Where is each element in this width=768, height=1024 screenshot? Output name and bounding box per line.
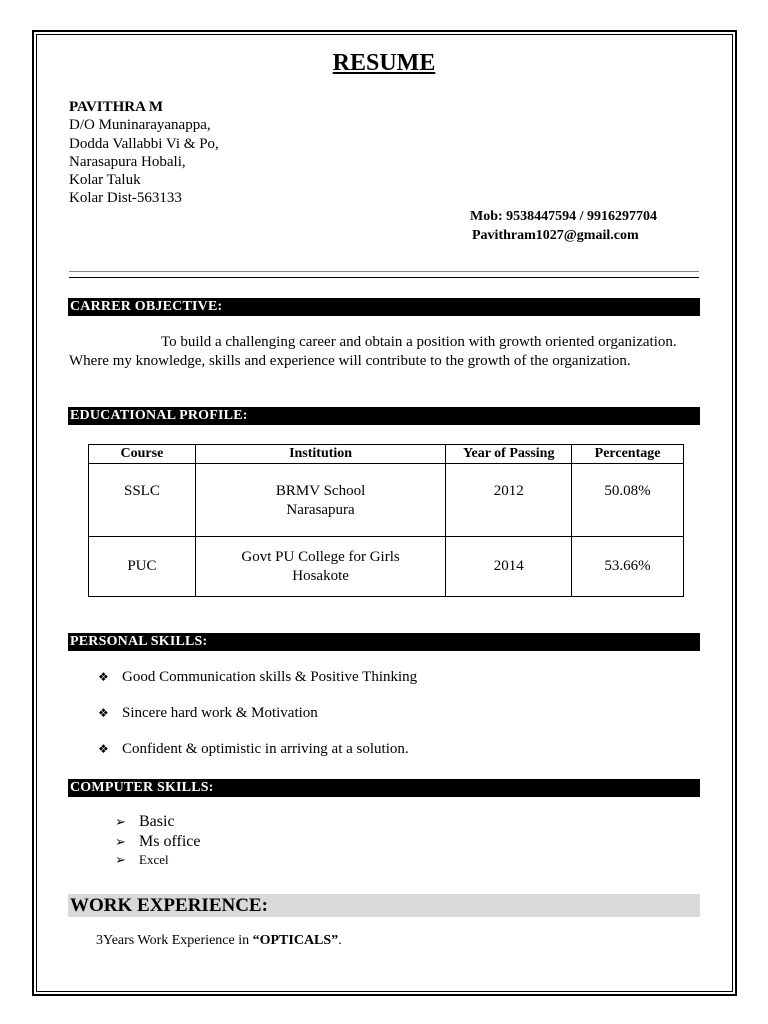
- institution-name: BRMV School: [275, 483, 366, 499]
- institution-cell: [195, 464, 446, 537]
- section-heading-work-experience: WORK EXPERIENCE:: [68, 894, 700, 917]
- contact-block: [470, 207, 657, 245]
- arrow-bullet-icon: ➢: [115, 853, 126, 868]
- institution-name: Govt PU College for Girls: [241, 548, 400, 565]
- table-row: [89, 537, 684, 597]
- list-item: [98, 669, 417, 705]
- section-heading-personal-skills: PERSONAL SKILLS:: [68, 633, 700, 651]
- work-suffix: .: [338, 933, 342, 948]
- arrow-bullet-icon: ➢: [115, 815, 126, 830]
- objective-paragraph: [69, 333, 701, 371]
- divider-thin: [69, 271, 699, 272]
- course-cell: PUC: [89, 537, 196, 597]
- address-block: [69, 98, 219, 208]
- column-header: Institution: [195, 445, 446, 464]
- section-heading-computer-skills: COMPUTER SKILLS:: [68, 779, 700, 797]
- objective-text-rest: organization. Where my knowledge, skills and experience will contribute to the growth of the organization.: [69, 334, 677, 369]
- skill-text: Excel: [139, 852, 169, 867]
- skill-text: Basic: [139, 813, 175, 830]
- table-header-row: [89, 445, 684, 464]
- address-line: Dodda Vallabbi Vi & Po,: [69, 135, 219, 152]
- column-header: Year of Passing: [446, 445, 572, 464]
- address-line: Kolar Taluk: [69, 172, 141, 189]
- education-table: [88, 444, 684, 597]
- diamond-bullet-icon: ❖: [98, 742, 109, 756]
- list-item: [98, 705, 417, 741]
- list-item: [98, 741, 417, 777]
- address-line: D/O Muninarayanappa,: [69, 117, 211, 134]
- objective-text-first: To build a challenging career and obtain a position with growth oriented: [161, 334, 595, 350]
- institution-place: Hosakote: [292, 567, 349, 584]
- personal-skills-list: [98, 669, 417, 777]
- company-name: “OPTICALS”: [252, 933, 339, 948]
- divider: [69, 277, 699, 278]
- work-experience-text: [96, 933, 342, 949]
- percentage-cell: 50.08%: [572, 464, 684, 537]
- column-header: Course: [89, 445, 196, 464]
- address-line: Narasapura Hobali,: [69, 153, 186, 170]
- column-header: Percentage: [572, 445, 684, 464]
- institution-place: Narasapura: [286, 502, 355, 518]
- section-heading-objective: CARRER OBJECTIVE:: [68, 298, 700, 316]
- list-item: [115, 813, 200, 833]
- skill-text: Confident & optimistic in arriving at a solution.: [122, 741, 409, 757]
- work-prefix: 3Years Work Experience in: [96, 933, 253, 948]
- course-cell: SSLC: [89, 464, 196, 537]
- email-address: Pavithram1027@gmail.com: [472, 228, 639, 243]
- table-row: [89, 464, 684, 537]
- institution-cell: [195, 537, 446, 597]
- arrow-bullet-icon: ➢: [115, 835, 126, 850]
- section-heading-education: EDUCATIONAL PROFILE:: [68, 407, 700, 425]
- list-item: [115, 852, 200, 870]
- year-cell: 2012: [446, 464, 572, 537]
- skill-text: Ms office: [139, 833, 201, 850]
- candidate-name: PAVITHRA M: [69, 99, 164, 115]
- year-cell: 2014: [446, 537, 572, 597]
- address-line: Kolar Dist-563133: [69, 190, 182, 207]
- diamond-bullet-icon: ❖: [98, 706, 109, 720]
- resume-title: RESUME: [332, 50, 436, 76]
- list-item: [115, 833, 200, 852]
- diamond-bullet-icon: ❖: [98, 670, 109, 684]
- skill-text: Sincere hard work & Motivation: [122, 705, 318, 721]
- percentage-cell: 53.66%: [572, 537, 684, 597]
- mobile-number: Mob: 9538447594 / 9916297704: [470, 209, 658, 224]
- computer-skills-list: [115, 813, 200, 870]
- skill-text: Good Communication skills & Positive Thinking: [122, 669, 418, 685]
